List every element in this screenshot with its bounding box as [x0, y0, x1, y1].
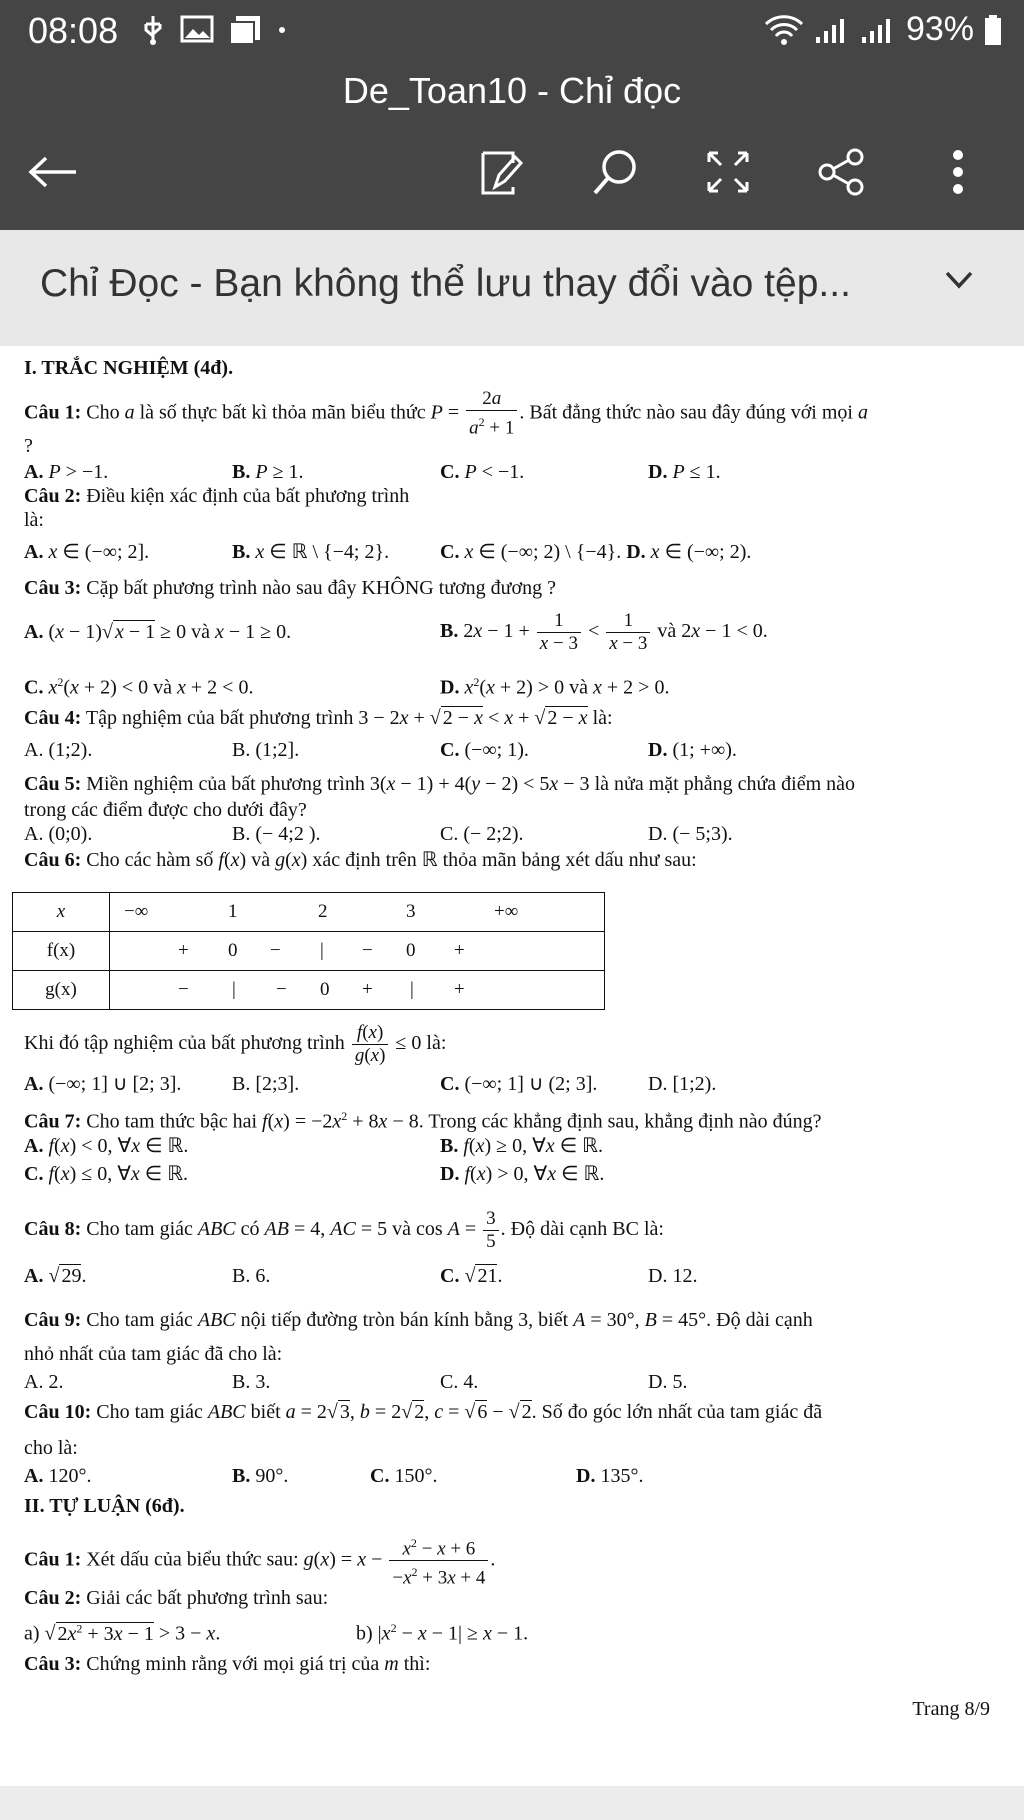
battery-icon [984, 14, 1002, 46]
answer-d: D. (1; +∞). [648, 739, 737, 761]
back-button[interactable] [24, 144, 80, 200]
banner-text: Chỉ Đọc - Bạn không thể lưu thay đổi vào tệp... [40, 262, 851, 305]
answer-a: A. 2. [24, 1371, 64, 1393]
usb-icon [140, 14, 166, 48]
answer-d: D. (− 5;3). [648, 823, 733, 845]
edit-button[interactable] [474, 144, 530, 200]
answer-b: B. 6. [232, 1265, 271, 1287]
answer-d: D. 135°. [576, 1465, 644, 1487]
fullscreen-button[interactable] [700, 144, 756, 200]
answer-a: A. 120°. [24, 1465, 92, 1487]
answer-c: C. $x^2(x + 2) < 0$ và x + 2 < 0. [24, 675, 254, 699]
answer-c: C. (−∞; 1). [440, 739, 529, 761]
answer-b: B. (1;2]. [232, 739, 300, 761]
chevron-down-icon[interactable] [944, 270, 974, 290]
answer-b: B. [2;3]. [232, 1073, 300, 1095]
answer-c: C. x ∈ (−∞; 2) \ {−4}. D. x ∈ (−∞; 2). [440, 541, 752, 563]
answer-a: A. (x − 1)√ x − 1 ≥ 0 và x − 1 ≥ 0. [24, 621, 292, 643]
back-arrow-icon [26, 154, 78, 190]
answer-c: C. 150°. [370, 1465, 438, 1487]
more-options-button[interactable] [930, 144, 986, 200]
edit-icon [477, 147, 527, 197]
share-button[interactable] [814, 144, 870, 200]
answer-a: A. (1;2). [24, 739, 93, 761]
question-7: Câu 7: Cho tam thức bậc hai $f(x) = -2x^2 + 8x - 8$. Trong các khẳng định sau, khẳng định nào đúng? [24, 1109, 822, 1133]
question-8: Câu 8: Cho tam giác ABC có AB = 4, AC = 5 và cos A = $\frac{3}{5}$ . Độ dài cạnh BC là: [24, 1208, 664, 1252]
answer-b: B. 2x − 1 + $\frac{1}{x - 3}$ < $\frac{1}{x - 3}$ và 2x − 1 < 0. [440, 610, 768, 654]
wifi-icon [764, 14, 804, 46]
answer-b: B. P ≥ 1. [232, 461, 304, 483]
status-bar [0, 0, 1024, 62]
answer-d: D. P ≤ 1. [648, 461, 721, 483]
answer-c: C. 4. [440, 1371, 479, 1393]
dot-icon [276, 14, 288, 44]
answer-a: A. f(x) < 0, ∀x ∈ ℝ. [24, 1135, 189, 1157]
answer-d: D. f(x) > 0, ∀x ∈ ℝ. [440, 1163, 605, 1185]
sign-table: x −∞ 1 2 3 +∞ f(x) + 0 − | − 0 + g(x) − | − 0 + | + [12, 892, 605, 1010]
essay-question-3: Câu 3: Chứng minh rằng với mọi giá trị của m thì: [24, 1653, 431, 1675]
answer-b: B. 90°. [232, 1465, 289, 1487]
essay-question-2a: a) √ $2x^2 + 3x - 1 > 3 - x$. [24, 1621, 221, 1645]
notification-icons [140, 14, 288, 48]
status-time: 08:08 [28, 10, 119, 51]
answer-a: A. √ 29. [24, 1265, 87, 1287]
question-9-cont: nhỏ nhất của tam giác đã cho là: [24, 1343, 283, 1365]
question-6: Câu 6: Cho các hàm số f(x) và g(x) xác định trên ℝ thỏa mãn bảng xét dấu như sau: [24, 849, 697, 871]
app-bar [0, 62, 1024, 230]
question-1: Câu 1: Cho a là số thực bất kì thỏa mãn biểu thức P = $\frac{2a}{a^2 + 1}$ . Bất đẳng thức nào sau đây đúng với mọi a [24, 388, 868, 439]
section-heading: II. TỰ LUẬN (6đ). [24, 1495, 185, 1517]
copy-icon [228, 14, 262, 46]
question-10-cont: cho là: [24, 1437, 78, 1459]
scroll-area-bottom [0, 1786, 1024, 1820]
signal-icon [814, 15, 850, 45]
table-header-x: x [13, 893, 110, 932]
answer-c: C. P < −1. [440, 461, 525, 483]
document-title: De_Toan10 - Chỉ đọc [342, 70, 682, 111]
question-1-mark: ? [24, 435, 33, 457]
essay-question-2b: b) $|x^2 - x - 1| \ge x - 1$. [356, 1621, 529, 1645]
image-icon [180, 14, 214, 44]
more-icon [951, 147, 965, 197]
answer-a: A. P > −1. [24, 461, 109, 483]
read-only-banner[interactable] [0, 230, 1024, 346]
answer-c: C. (−∞; 1] ∪ (2; 3]. [440, 1073, 598, 1095]
answer-c: C. √ 21. [440, 1265, 503, 1287]
document-page [0, 346, 1024, 1786]
fullscreen-icon [705, 149, 751, 195]
signal-icon [860, 15, 896, 45]
page-number: Trang 8/9 [912, 1698, 990, 1720]
question-4: Câu 4: Tập nghiệm của bất phương trình 3 − 2x + √ 2 − x < x + √ 2 − x là: [24, 707, 613, 729]
question-9: Câu 9: Cho tam giác ABC nội tiếp đường tròn bán kính bằng 3, biết A = 30°, B = 45°. Độ dài cạnh [24, 1309, 813, 1331]
essay-question-1: Câu 1: Xét dấu của biểu thức sau: g(x) = x − $\frac{x^2 - x + 6}{-x^2 + 3x + 4}$ . [24, 1532, 495, 1590]
answer-d: D. $x^2(x + 2) > 0$ và x + 2 > 0. [440, 675, 670, 699]
answer-d: D. 12. [648, 1265, 698, 1287]
answer-a: A. (−∞; 1] ∪ [2; 3]. [24, 1073, 182, 1095]
answer-c: C. f(x) ≤ 0, ∀x ∈ ℝ. [24, 1163, 189, 1185]
question-5-cont: trong các điểm được cho dưới đây? [24, 799, 307, 821]
answer-c: C. (− 2;2). [440, 823, 524, 845]
essay-question-2: Câu 2: Giải các bất phương trình sau: [24, 1587, 329, 1609]
question-10: Câu 10: Cho tam giác ABC biết a = 2√ 3, b = 2√ 2, c = √ 6 − √ 2. Số đo góc lớn nhất của tam giác đã [24, 1401, 823, 1423]
answer-d: D. 5. [648, 1371, 688, 1393]
answer-b: B. (− 4;2 ). [232, 823, 321, 845]
section-heading: I. TRẮC NGHIỆM (4đ). [24, 357, 234, 379]
search-icon [591, 147, 641, 197]
answer-b: B. 3. [232, 1371, 271, 1393]
answer-a: A. (0;0). [24, 823, 93, 845]
battery-level: 93% [905, 10, 974, 48]
question-2: Câu 2: Điều kiện xác định của bất phương trình [24, 485, 410, 507]
answer-b: B. x ∈ ℝ \ {−4; 2}. [232, 541, 390, 563]
answer-a: A. x ∈ (−∞; 2]. [24, 541, 150, 563]
question-3: Câu 3: Cặp bất phương trình nào sau đây KHÔNG tương đương ? [24, 577, 556, 599]
answer-d: D. [1;2). [648, 1073, 717, 1095]
question-5: Câu 5: Miền nghiệm của bất phương trình 3(x − 1) + 4(y − 2) < 5x − 3 là nửa mặt phẳng chứa điểm nào [24, 773, 856, 795]
question-2-la: là: [24, 509, 44, 531]
question-6-cont: Khi đó tập nghiệm của bất phương trình $\frac{f(x)}{g(x)}$ ≤ 0 là: [24, 1022, 447, 1066]
table-row-f: f(x) [13, 932, 110, 971]
share-icon [817, 147, 867, 197]
answer-b: B. f(x) ≥ 0, ∀x ∈ ℝ. [440, 1135, 603, 1157]
table-row-g: g(x) [13, 971, 110, 1010]
search-button[interactable] [588, 144, 644, 200]
